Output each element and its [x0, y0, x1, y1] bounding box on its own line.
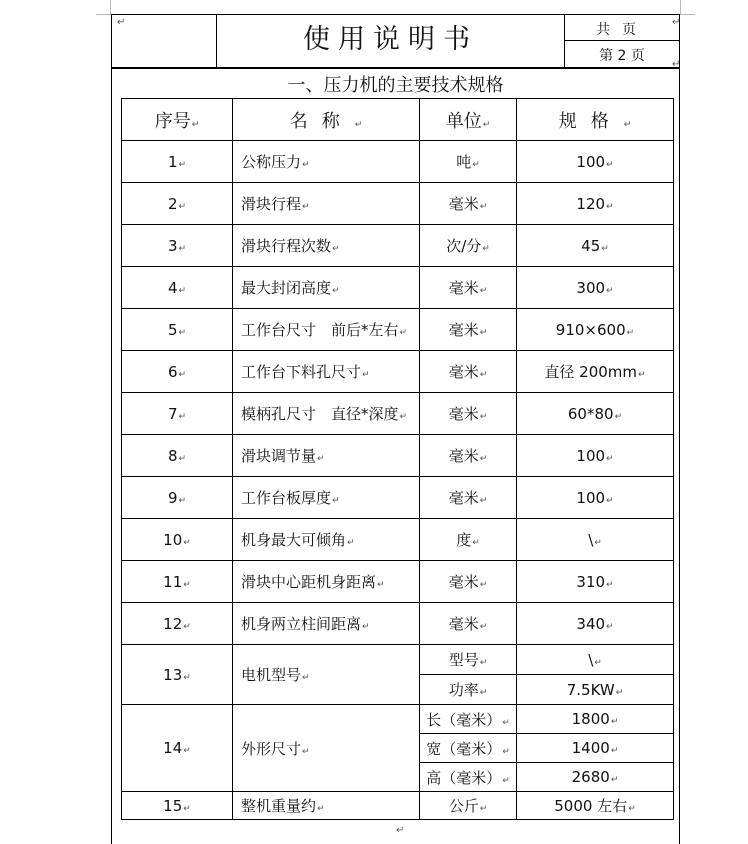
crop-mark-right: [680, 0, 695, 15]
item-unit: 长（毫米）↵: [420, 705, 517, 734]
item-spec: 100↵: [517, 435, 674, 477]
item-name: 电机型号↵: [233, 645, 420, 705]
item-name: 滑块行程次数↵: [233, 225, 420, 267]
item-spec: 340↵: [517, 603, 674, 645]
item-unit: 毫米↵: [420, 183, 517, 225]
page-number: 第 2 页: [599, 48, 645, 64]
paragraph-mark: ↵: [396, 825, 405, 836]
section-title: 一、压力机的主要技术规格: [287, 75, 504, 96]
item-spec: 5000 左右↵: [517, 792, 674, 820]
row-number: 1↵: [122, 141, 233, 183]
row-number: 11↵: [122, 561, 233, 603]
row-number: 13↵: [122, 645, 233, 705]
item-unit: 功率↵: [420, 675, 517, 705]
paragraph-mark: ↵: [672, 59, 681, 70]
item-spec: 直径 200mm↵: [517, 351, 674, 393]
item-name: 整机重量约↵: [233, 792, 420, 820]
item-spec: 1800↵: [517, 705, 674, 734]
table-row: [122, 435, 674, 477]
item-unit: 宽（毫米）↵: [420, 734, 517, 763]
row-number: 9↵: [122, 477, 233, 519]
item-name: 模柄孔尺寸 直径*深度↵: [233, 393, 420, 435]
table-row: [122, 351, 674, 393]
item-unit: 毫米↵: [420, 477, 517, 519]
header-block: [112, 15, 679, 69]
item-name: 机身最大可倾角↵: [233, 519, 420, 561]
item-name: 滑块调节量↵: [233, 435, 420, 477]
item-spec: 2680↵: [517, 763, 674, 792]
item-spec: 300↵: [517, 267, 674, 309]
item-spec: 1400↵: [517, 734, 674, 763]
row-number: 4↵: [122, 267, 233, 309]
item-unit: 次/分↵: [420, 225, 517, 267]
row-number: 14↵: [122, 705, 233, 792]
item-name: 滑块中心距机身距离↵: [233, 561, 420, 603]
table-row: [122, 645, 674, 675]
table-header-row: [122, 99, 674, 141]
item-unit: 高（毫米）↵: [420, 763, 517, 792]
table-row: [122, 225, 674, 267]
item-unit: 型号↵: [420, 645, 517, 675]
header-name: 名称↵: [233, 99, 420, 141]
item-spec: 120↵: [517, 183, 674, 225]
item-unit: 毫米↵: [420, 435, 517, 477]
paragraph-mark: ↵: [672, 17, 681, 28]
row-number: 8↵: [122, 435, 233, 477]
table-row: [122, 705, 674, 734]
item-spec: 100↵: [517, 141, 674, 183]
item-spec: 910×600↵: [517, 309, 674, 351]
table-row: [122, 519, 674, 561]
item-unit: 毫米↵: [420, 351, 517, 393]
item-name: 工作台板厚度↵: [233, 477, 420, 519]
item-unit: 度↵: [420, 519, 517, 561]
item-spec: 310↵: [517, 561, 674, 603]
item-name: 机身两立柱间距离↵: [233, 603, 420, 645]
item-name: 外形尺寸↵: [233, 705, 420, 792]
row-number: 3↵: [122, 225, 233, 267]
document-title: 使用说明书: [303, 24, 478, 55]
item-unit: 毫米↵: [420, 309, 517, 351]
item-name: 工作台尺寸 前后*左右↵: [233, 309, 420, 351]
paragraph-mark: ↵: [117, 17, 126, 28]
header-spec: 规格↵: [517, 99, 674, 141]
item-name: 工作台下料孔尺寸↵: [233, 351, 420, 393]
row-number: 2↵: [122, 183, 233, 225]
table-row: [122, 141, 674, 183]
table-row: [122, 183, 674, 225]
row-number: 15↵: [122, 792, 233, 820]
item-name: 最大封闭高度↵: [233, 267, 420, 309]
item-unit: 毫米↵: [420, 267, 517, 309]
table-row: [122, 267, 674, 309]
row-number: 12↵: [122, 603, 233, 645]
item-spec: \↵: [517, 519, 674, 561]
table-row: [122, 393, 674, 435]
item-unit: 吨↵: [420, 141, 517, 183]
item-spec: 45↵: [517, 225, 674, 267]
table-row: [122, 561, 674, 603]
row-number: 10↵: [122, 519, 233, 561]
total-pages-label: 共页: [596, 22, 648, 38]
crop-mark-left: [96, 0, 111, 15]
table-row: [122, 792, 674, 820]
row-number: 7↵: [122, 393, 233, 435]
table-row: [122, 603, 674, 645]
item-spec: 60*80↵: [517, 393, 674, 435]
item-spec: 7.5KW↵: [517, 675, 674, 705]
item-unit: 毫米↵: [420, 393, 517, 435]
item-unit: 毫米↵: [420, 561, 517, 603]
row-number: 5↵: [122, 309, 233, 351]
item-unit: 毫米↵: [420, 603, 517, 645]
item-name: 公称压力↵: [233, 141, 420, 183]
item-spec: 100↵: [517, 477, 674, 519]
item-unit: 公斤↵: [420, 792, 517, 820]
spec-table: [121, 98, 674, 820]
row-number: 6↵: [122, 351, 233, 393]
table-row: [122, 477, 674, 519]
table-row: [122, 309, 674, 351]
header-no: 序号↵: [122, 99, 233, 141]
item-spec: \↵: [517, 645, 674, 675]
header-unit: 单位↵: [420, 99, 517, 141]
item-name: 滑块行程↵: [233, 183, 420, 225]
